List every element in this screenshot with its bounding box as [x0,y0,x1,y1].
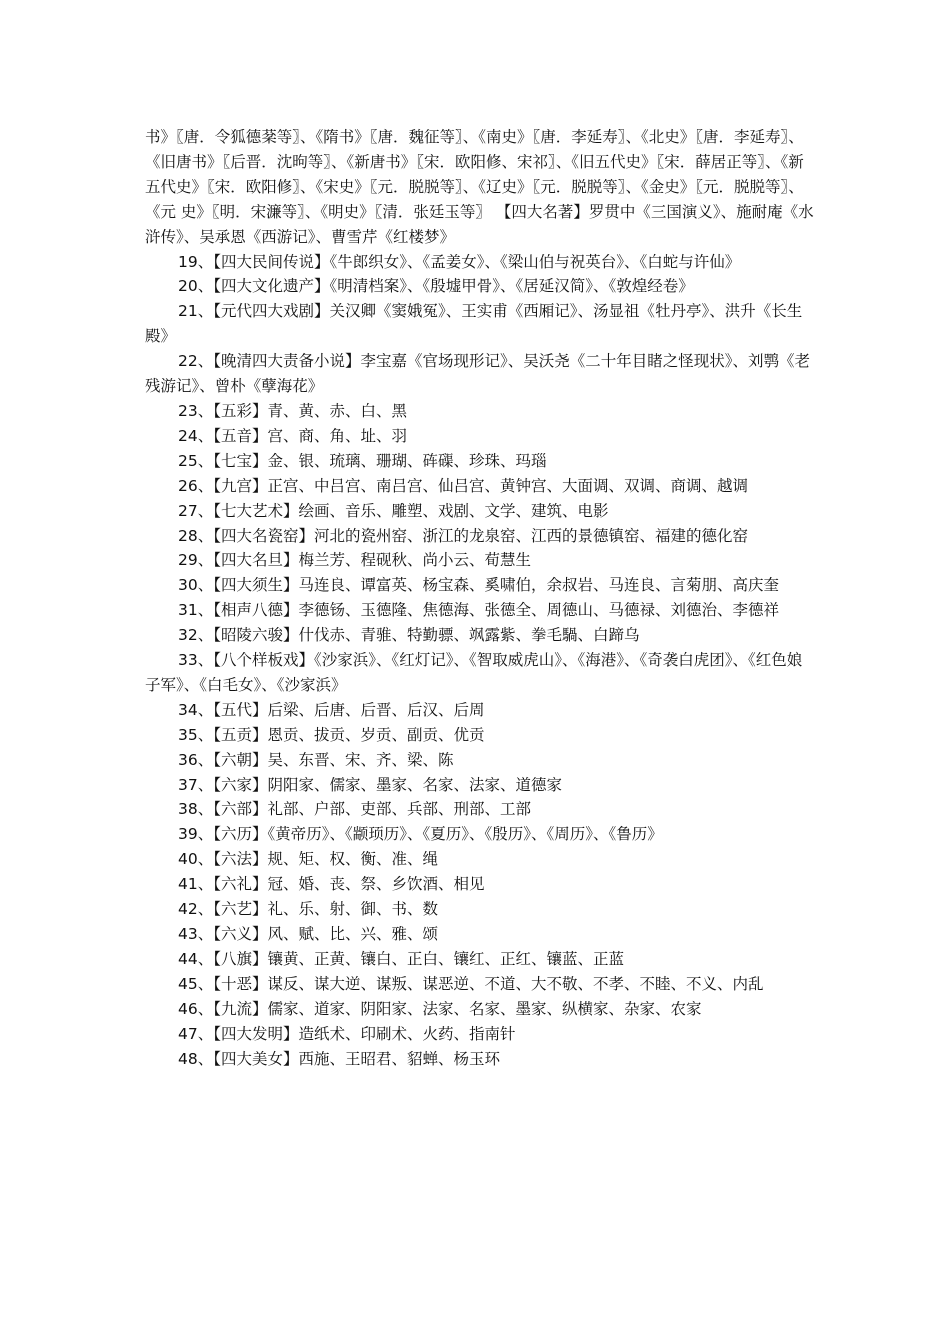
list-item: 21、【元代四大戏剧】关汉卿《窦娥冤》、王实甫《西厢记》、汤显祖《牡丹亭》、洪升《长生殿》 [145,302,803,346]
list-item: 29、【四大名旦】梅兰芳、程砚秋、尚小云、荀慧生 [178,551,531,570]
list-item: 35、【五贡】恩贡、拔贡、岁贡、副贡、优贡 [178,725,485,744]
intro-paragraph: 书》〖唐．令狐德棻等〗、《隋书》〖唐．魏征等〗、《南史》〖唐．李延寿〗、《北史》〖唐．李延寿〗、《旧唐书》〖后晋．沈昫等〗、《新唐书》〖宋．欧阳修、宋祁〗、《旧五代史》〖宋．薛居正等〗、《新五代史》〖宋．欧阳修〗、《宋史》〖元．脱脱等〗、《辽史》〖元．脱脱等〗、《金史》〖元．脱脱等〗、《元 史》〖明．宋濂等〗、《明史》〖清．张廷玉等〗 【四大名著】罗贯中《三国演义》、施耐庵《水浒传》、吴承恩《西游记》、曹雪芹《红楼梦》 [145,128,814,246]
list-item: 28、【四大名瓷窑】河北的瓷州窑、浙江的龙泉窑、江西的景德镇窑、福建的德化窑 [178,526,748,545]
list-item: 19、【四大民间传说】《牛郎织女》、《孟姜女》、《梁山伯与祝英台》、《白蛇与许仙》 [178,252,741,271]
list-item: 32、【昭陵六骏】什伐赤、青骓、特勤骠、飒露紫、拳毛騧、白蹄乌 [178,626,640,645]
list-item: 27、【七大艺术】绘画、音乐、雕塑、戏剧、文学、建筑、电影 [178,501,609,520]
list-item: 45、【十恶】谋反、谋大逆、谋叛、谋恶逆、不道、大不敬、不孝、不睦、不义、内乱 [178,974,764,993]
list-item: 42、【六艺】礼、乐、射、御、书、数 [178,900,438,919]
list-item: 23、【五彩】青、黄、赤、白、黑 [178,401,407,420]
list-item: 39、【六历】《黄帝历》、《颛顼历》、《夏历》、《殷历》、《周历》、《鲁历》 [178,825,663,844]
list-item: 40、【六法】规、矩、权、衡、准、绳 [178,850,438,869]
list-item: 44、【八旗】镶黄、正黄、镶白、正白、镶红、正红、镶蓝、正蓝 [178,949,624,968]
list-item: 24、【五音】宫、商、角、址、羽 [178,426,407,445]
list-item: 38、【六部】礼部、户部、吏部、兵部、刑部、工部 [178,800,531,819]
list-item: 30、【四大须生】马连良、谭富英、杨宝森、奚啸伯，余叔岩、马连良、言菊朋、高庆奎 [178,576,779,595]
document-body [145,125,815,1071]
list-item: 46、【九流】儒家、道家、阴阳家、法家、名家、墨家、纵横家、杂家、农家 [178,999,702,1018]
list-item: 48、【四大美女】西施、王昭君、貂蝉、杨玉环 [178,1049,500,1068]
list-item: 43、【六义】风、赋、比、兴、雅、颂 [178,925,438,943]
list-item: 41、【六礼】冠、婚、丧、祭、乡饮酒、相见 [178,875,485,894]
list-item: 33、【八个样板戏】《沙家浜》、《红灯记》、《智取威虎山》、《海港》、《奇袭白虎团》、《红色娘子军》、《白毛女》、《沙家浜》 [145,651,803,694]
list-item: 31、【相声八德】李德钖、玉德隆、焦德海、张德全、周德山、马德禄、刘德治、李德祥 [178,601,779,620]
list-item: 36、【六朝】吴、东晋、宋、齐、梁、陈 [178,750,454,769]
list-item: 47、【四大发明】造纸术、印刷术、火药、指南针 [178,1024,516,1043]
list-item: 22、【晚清四大责备小说】李宝嘉《官场现形记》、吴沃尧《二十年目睹之怪现状》、刘鹗《老残游记》、曾朴《孽海花》 [145,352,810,396]
list-item: 26、【九宫】正宫、中吕宫、南吕宫、仙吕宫、黄钟宫、大面调、双调、商调、越调 [178,476,748,495]
list-item: 34、【五代】后梁、后唐、后晋、后汉、后周 [178,700,485,719]
list-item: 37、【六家】阴阳家、儒家、墨家、名家、法家、道德家 [178,775,562,794]
list-item: 20、【四大文化遗产】《明清档案》、《殷墟甲骨》、《居延汉简》、《敦煌经卷》 [178,277,694,296]
list-item: 25、【七宝】金、银、琉璃、珊瑚、砗磲、珍珠、玛瑙 [178,451,547,470]
